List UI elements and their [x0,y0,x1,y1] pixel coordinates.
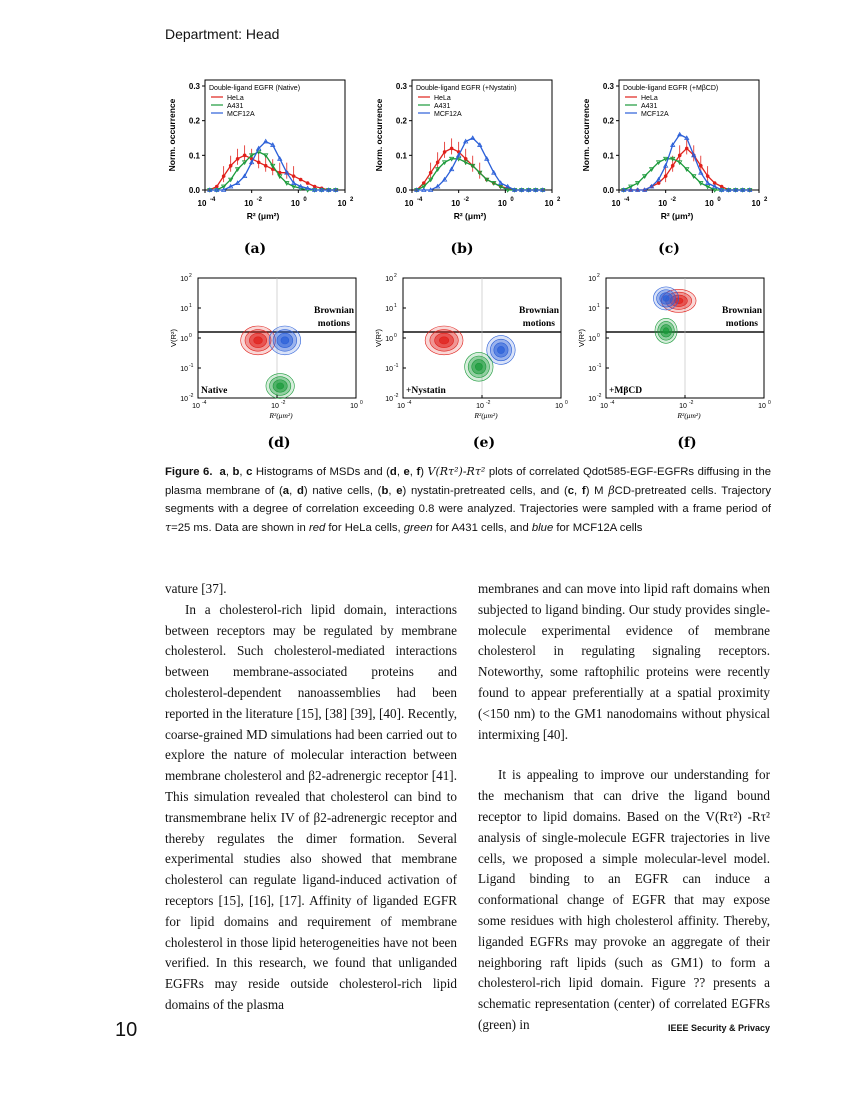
x-tick-label: 10 [244,199,254,208]
legend [209,85,300,118]
y-tick-label: 0.1 [395,151,407,161]
region-label: Brownian [519,306,559,316]
y-axis-label: Norm. occurrence [167,98,177,172]
contour-panel [374,273,568,451]
paragraph: vature [37]. [165,581,227,596]
x-tick-label: 10 [751,199,761,208]
x-tick-exponent: 2 [557,197,561,203]
density-contour [475,363,482,370]
y-tick-label: 10 [180,366,188,373]
x-tick-label: 10 [350,403,358,410]
y-tick-label: 0.2 [602,116,614,126]
x-tick-exponent: -4 [202,400,207,406]
y-tick-exponent: -1 [597,363,602,369]
body-column-left [165,579,457,1016]
x-tick-exponent: 0 [768,400,771,406]
legend-label: A431 [227,103,244,110]
panel-title: Double-ligand EGFR (+Nystatin) [416,85,517,92]
y-tick-exponent: 2 [189,273,192,279]
histogram-panel [581,80,768,257]
panel-letter: (c) [658,241,680,257]
x-tick-label: 10 [451,199,461,208]
y-tick-label: 10 [180,306,188,313]
x-axis-label: R² (μm²) [246,211,280,221]
y-tick-label: 0.0 [602,186,614,195]
magazine-name: IEEE Security & Privacy [667,1023,770,1033]
y-tick-label: 10 [385,306,393,313]
y-tick-exponent: 2 [394,273,397,279]
figure-caption: Figure 6. a, b, c Histograms of MSDs and (d, e, f) V(Rτ²)-Rτ² plots of correlated Qdot585-EGF-EGFRs diffusing in the plasma membrane of (a, d) native cells, (b, e) nystatin-pretreated cells, and (c, f) M βCD-pretreated cells. Trajectory segments with a degree of correlation exceeding 0.8 were analyzed. Trajectories were sampled with a frame period of τ=25 ms. Data are shown in red for HeLa cells, green for A431 cells, and blue for MCF12A cells [165,465,772,534]
x-tick-label: 10 [555,403,563,410]
legend-label: MCF12A [434,111,462,118]
y-tick-exponent: -2 [597,393,602,399]
histogram-panel [374,80,561,257]
panel-title: Double-ligand EGFR (+MβCD) [623,85,719,92]
condition-label: +Nystatin [406,386,446,396]
x-tick-exponent: -2 [463,197,470,203]
density-contour [497,346,504,353]
legend [416,85,517,118]
y-tick-label: 0.1 [602,151,614,161]
data-point [299,178,303,182]
y-tick-label: 0.2 [395,116,407,126]
x-tick-label: 10 [397,403,405,410]
panel-title: Double-ligand EGFR (Native) [209,85,301,92]
y-axis-label: V(R²) [374,329,383,347]
y-tick-exponent: -1 [189,363,194,369]
x-tick-exponent: -4 [417,197,423,203]
y-tick-exponent: -2 [394,393,399,399]
panel-letter: (a) [243,241,267,257]
y-tick-exponent: 1 [189,303,192,309]
x-tick-label: 10 [337,199,347,208]
y-axis-label: V(R²) [577,329,586,347]
x-tick-label: 10 [497,199,507,208]
y-tick-exponent: 0 [597,333,600,339]
y-tick-exponent: 0 [189,333,192,339]
y-tick-label: 10 [588,336,596,343]
x-tick-exponent: -4 [407,400,412,406]
density-contour [663,296,669,302]
y-tick-label: 10 [588,276,596,283]
y-tick-exponent: 1 [597,303,600,309]
data-point [306,181,310,185]
y-tick-label: 10 [588,396,596,403]
x-tick-label: 10 [404,199,414,208]
y-axis-label: Norm. occurrence [374,98,384,172]
contour-panel [577,273,771,451]
y-tick-exponent: -1 [394,363,399,369]
legend-label: A431 [434,103,451,110]
y-tick-exponent: -2 [189,393,194,399]
x-tick-label: 10 [544,199,554,208]
x-tick-exponent: 0 [717,197,721,203]
y-tick-label: 0.2 [188,116,200,126]
y-tick-label: 10 [180,336,188,343]
legend-label: A431 [641,103,658,110]
y-tick-label: 10 [180,276,188,283]
paragraph: It is appealing to improve our understanding for the mechanism that can drive the ligand bound receptor to lipid domains. Based on the V(Rτ²) -Rτ² analysis of single-molecule EGFR trajectories in live cells, we proposed a simple molecular-level model. Ligand binding to an EGFR can induce a conformational change of EGFR that may expose some residues with high cholesterol affinity. Thereby, liganded EGFRs may provoke an aggregate of their neighboring raft lipids (such as GM1) to form a cholesterol-rich lipid domain. Figure ?? presents a schematic representation (center) of correlated EGFRs (green) in [478,767,770,1032]
x-tick-label: 10 [600,403,608,410]
y-axis-label: Norm. occurrence [581,98,591,172]
region-label: motions [522,319,555,329]
x-tick-label: 10 [197,199,207,208]
plot-frame [412,80,552,190]
y-tick-label: 10 [385,366,393,373]
y-tick-exponent: 1 [394,303,397,309]
y-tick-label: 10 [588,366,596,373]
x-axis-label: R²(μm²) [269,411,293,420]
region-label: Brownian [314,306,354,316]
x-axis-label: R² (μm²) [660,211,694,221]
x-axis-label: R²(μm²) [474,411,498,420]
y-tick-exponent: 0 [394,333,397,339]
density-contour [277,383,284,389]
x-tick-label: 10 [611,199,621,208]
density-contour [663,328,669,334]
x-tick-exponent: -2 [486,400,491,406]
x-tick-label: 10 [192,403,200,410]
density-contour [439,337,448,344]
legend [623,85,718,118]
x-tick-exponent: 0 [565,400,568,406]
density-contour [254,337,263,344]
x-tick-exponent: 2 [764,197,768,203]
y-tick-label: 10 [180,396,188,403]
caption-math: V(Rτ²)-Rτ² [427,465,486,478]
data-point [657,181,661,185]
condition-label: Native [201,386,228,396]
y-tick-label: 10 [385,276,393,283]
panel-letter: (f) [677,435,697,451]
x-tick-label: 10 [476,403,484,410]
x-tick-exponent: -2 [689,400,694,406]
y-tick-label: 0.3 [602,82,614,91]
body-column-right [478,579,770,1036]
y-tick-label: 0.0 [395,186,407,195]
x-tick-label: 10 [658,199,668,208]
paragraph: In a cholesterol-rich lipid domain, interactions between receptors may be regulated by membrane cholesterol. Such cholesterol-mediated interactions between membrane-associated proteins and cholesterol-dependent nanoassemblies had been reported in the literature [15], [38] [39], [40]. Recently, coarse-grained MD simulations had been carried out to explore the nature of molecular interaction between membrane cholesterol and β2-adrenergic receptor [41]. This simulation revealed that cholesterol can bind to transmembrane helix IV of β2-adrenergic receptor and thereby regulates the dimer formation. Several experimental studies also showed that membrane cholesterol can regulate ligand-induced activation of receptors [15], [16], [17]. Affinity of liganded EGFR for lipid domains and requirement of membrane cholesterol in those lipid heterogeneities have not been verified. In this research, we found that unliganded EGFRs may reside outside cholesterol-rich lipid domains of the plasma [165,601,457,1012]
paragraph: membranes and can move into lipid raft domains when subjected to ligand binding. Our study provides single-molecule experimental evidence of membrane cholesterol in regulating signaling receptors. Noteworthy, some raftophilic proteins were recently found to appear preferentially at a spatial proximity (<150 nm) to the GM1 nanodomains without physical intermixing [40]. [478,581,770,742]
x-axis-label: R²(μm²) [677,411,701,420]
region-label: Brownian [722,306,762,316]
page-number: 10 [115,1019,138,1041]
x-tick-exponent: 2 [350,197,354,203]
x-tick-exponent: 0 [360,400,363,406]
x-tick-label: 10 [758,403,766,410]
x-tick-label: 10 [271,403,279,410]
y-axis-label: V(R²) [169,329,178,347]
x-tick-label: 10 [679,403,687,410]
y-tick-label: 10 [385,396,393,403]
legend-label: HeLa [434,95,451,102]
running-header: Department: Head [165,26,280,42]
x-axis-label: R² (μm²) [453,211,487,221]
x-tick-label: 10 [704,199,714,208]
figure-6 [165,70,771,462]
x-tick-exponent: -2 [281,400,286,406]
data-point [422,181,426,185]
panel-letter: (d) [267,435,291,451]
legend-label: HeLa [641,95,658,102]
y-tick-label: 0.3 [395,82,407,91]
x-tick-exponent: 0 [303,197,307,203]
x-tick-label: 10 [290,199,300,208]
panel-letter: (e) [472,435,496,451]
region-label: motions [725,319,758,329]
legend-label: MCF12A [641,111,669,118]
x-tick-exponent: -4 [610,400,615,406]
x-tick-exponent: -4 [624,197,630,203]
y-tick-label: 10 [385,336,393,343]
plot-frame [619,80,759,190]
condition-label: +MβCD [609,386,643,396]
y-tick-label: 10 [588,306,596,313]
y-tick-label: 0.3 [188,82,200,91]
x-tick-exponent: 0 [510,197,514,203]
legend-label: HeLa [227,95,244,102]
legend-label: MCF12A [227,111,255,118]
y-tick-exponent: 2 [597,273,600,279]
y-tick-label: 0.0 [188,186,200,195]
x-tick-exponent: -2 [670,197,677,203]
x-tick-exponent: -4 [210,197,216,203]
panel-letter: (b) [450,241,474,257]
histogram-panel [167,80,354,257]
region-label: motions [317,319,350,329]
x-tick-exponent: -2 [256,197,263,203]
contour-panel [169,273,363,451]
y-tick-label: 0.1 [188,151,200,161]
density-contour [281,337,289,344]
